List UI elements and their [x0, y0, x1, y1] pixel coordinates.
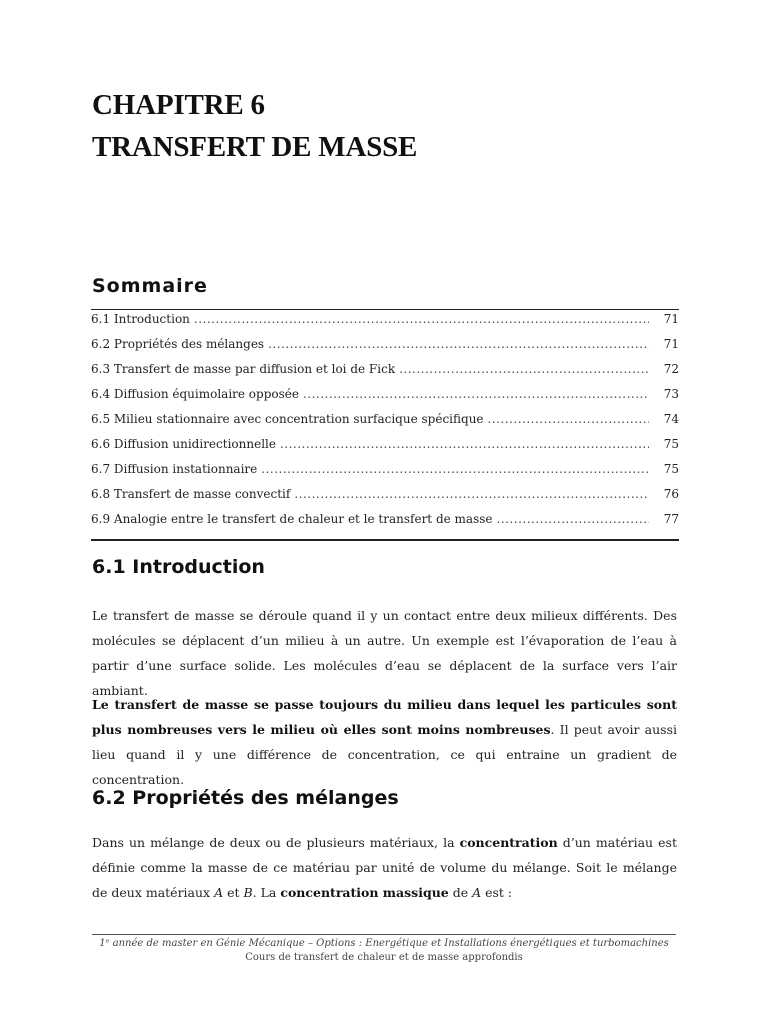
toc-entry-label: 6.8 Transfert de masse convectif	[91, 487, 291, 501]
section-heading-introduction: 6.1 Introduction	[92, 556, 265, 578]
paragraph-text: Dans un mélange de deux ou de plusieurs matériaux, la	[92, 835, 460, 850]
toc-entry-label: 6.5 Milieu stationnaire avec concentration surfacique spécifique	[91, 412, 484, 426]
toc-entry-label: 6.7 Diffusion instationnaire	[91, 462, 258, 476]
toc-entry-page: 71	[663, 337, 679, 351]
paragraph-introduction: Le transfert de masse se déroule quand il y un contact entre deux milieux différents. Des molécules se déplacent d’un milieu à un autre. Un exemple est l’évaporation de l’eau à partir d’une surface solide. Les molécules d’eau se déplacent de la surface vers l’air ambiant.	[92, 608, 677, 698]
symbol-a: A	[214, 885, 224, 900]
toc-entry-page: 73	[663, 387, 679, 401]
term-concentration: concentration	[459, 835, 558, 850]
toc-entry[interactable]	[91, 362, 679, 387]
toc-entry-page: 77	[663, 512, 679, 526]
paragraph-text: de	[448, 885, 473, 900]
footer-course-title: Cours de transfert de chaleur et de masse approfondis	[245, 952, 523, 963]
toc-entry[interactable]	[91, 387, 679, 412]
toc-entry-page: 74	[663, 412, 679, 426]
toc-entry-page: 75	[663, 462, 679, 476]
toc-entry[interactable]	[91, 312, 679, 337]
toc-entry-label: 6.3 Transfert de masse par diffusion et loi de Fick	[91, 362, 396, 376]
toc-entry-page: 76	[663, 487, 679, 501]
sommaire-heading: Sommaire	[92, 275, 208, 297]
emphasis-text: Le transfert de masse se passe toujours du milieu dans lequel les particules sont plus nombreuses vers le milieu où elles sont moins nombreuses	[92, 697, 677, 737]
chapter-title	[92, 84, 417, 168]
paragraph-text: et	[223, 885, 244, 900]
toc-entry-page: 71	[663, 312, 679, 326]
toc-entry[interactable]	[91, 412, 679, 437]
toc-entry-label: 6.6 Diffusion unidirectionnelle	[91, 437, 276, 451]
paragraph-text: . La	[252, 885, 281, 900]
paragraph-text: est :	[481, 885, 513, 900]
chapter-name: TRANSFERT DE MASSE	[92, 131, 418, 163]
toc-leader-dots	[294, 487, 649, 501]
toc-leader-dots	[194, 312, 649, 326]
term-concentration-massique: concentration massique	[280, 885, 449, 900]
page-footer	[92, 934, 676, 965]
toc-entry-label: 6.9 Analogie entre le transfert de chaleur et le transfert de masse	[91, 512, 493, 526]
toc-entry[interactable]	[91, 337, 679, 362]
section-heading-proprietes: 6.2 Propriétés des mélanges	[92, 787, 399, 809]
toc-entry-label: 6.1 Introduction	[91, 312, 190, 326]
toc-leader-dots	[268, 337, 649, 351]
symbol-a: A	[472, 885, 482, 900]
toc-leader-dots	[399, 362, 649, 376]
paragraph-proprietes	[92, 830, 677, 905]
toc-entry[interactable]	[91, 462, 679, 487]
toc-entry-label: 6.2 Propriétés des mélanges	[91, 337, 265, 351]
toc-entry[interactable]	[91, 512, 679, 537]
paragraph-transfer-direction	[92, 692, 677, 792]
toc-leader-dots	[280, 437, 649, 451]
footer-course-level: 1ᵉ année de master en Génie Mécanique – Options : Energétique et Installations énergétiques et turbomachines	[99, 938, 669, 949]
toc-entry[interactable]	[91, 437, 679, 462]
toc-entry-page: 75	[663, 437, 679, 451]
toc-leader-dots	[303, 387, 649, 401]
toc-leader-dots	[261, 462, 649, 476]
toc-entry-label: 6.4 Diffusion équimolaire opposée	[91, 387, 299, 401]
toc-leader-dots	[497, 512, 650, 526]
toc-entry-page: 72	[663, 362, 679, 376]
symbol-b: B	[243, 885, 253, 900]
paragraph-text: . Il peut avoir aussi lieu quand il y une différence de concentration, ce qui entraine un gradient de concentration.	[92, 722, 677, 787]
paragraph-text: d’un matériau est définie comme la masse de ce matériau par unité de volume du mélange. Soit le mélange de deux matériaux	[92, 835, 677, 900]
chapter-number: CHAPITRE 6	[92, 89, 265, 121]
table-of-contents	[91, 309, 679, 541]
toc-leader-dots	[488, 412, 649, 426]
toc-entry[interactable]	[91, 487, 679, 512]
